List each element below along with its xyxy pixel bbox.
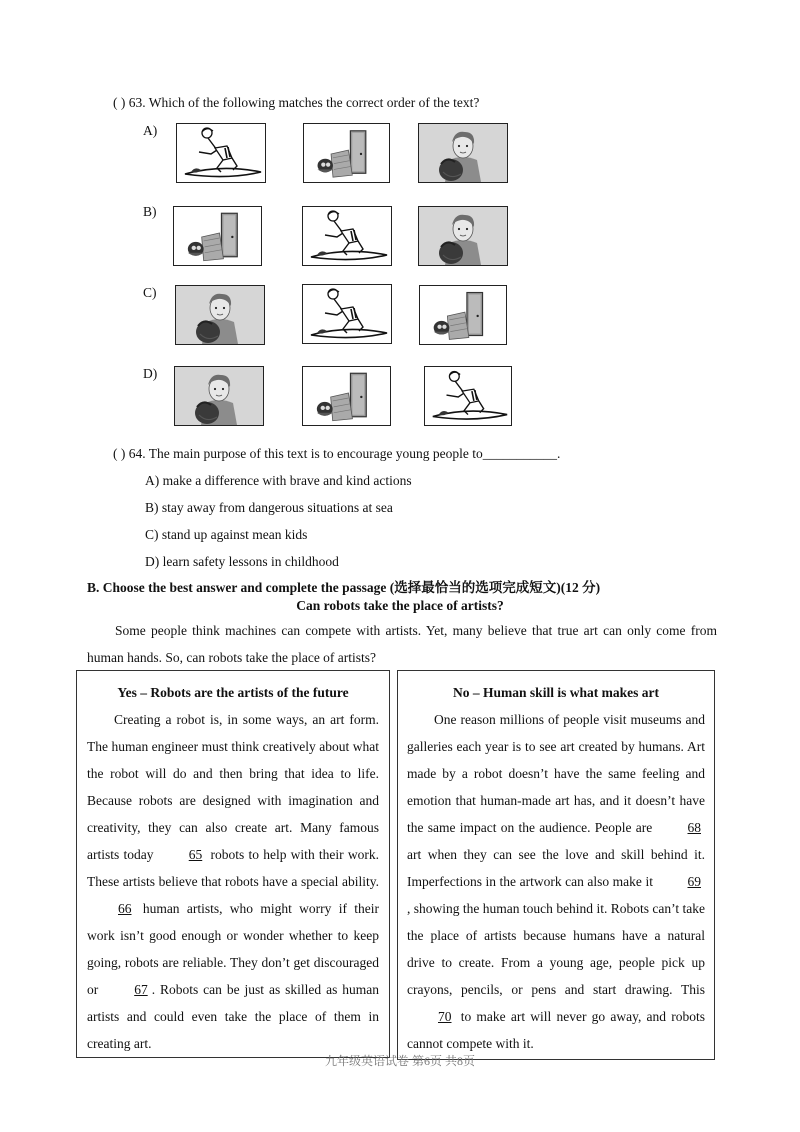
passage-intro: Some people think machines can compete with artists. Yet, many believe that true art can only come from human hands. So, can robots take the place of artists? (87, 623, 717, 665)
option-b-label: B) (143, 204, 157, 219)
boy-dog-icon (419, 207, 507, 265)
option-c-picture-1 (175, 285, 265, 345)
dog-door-icon (304, 124, 389, 182)
boy-dog-icon (175, 367, 263, 425)
dog-door-icon (420, 286, 506, 344)
no-argument-box (397, 670, 715, 1060)
q64-option-d: D) learn safety lessons in childhood (145, 554, 339, 569)
yes-argument-heading: Yes – Robots are the artists of the future (117, 685, 349, 700)
option-d-label: D) (143, 366, 158, 381)
blank-67[interactable]: 67 (134, 982, 148, 997)
no-text-part-2: art when they can see the love and skill behind it. Imperfections in the artwork can also make it (407, 847, 705, 889)
surfer-icon (303, 285, 391, 343)
no-argument-text (407, 706, 705, 1057)
blank-65[interactable]: 65 (188, 847, 203, 862)
yes-argument-text (87, 706, 379, 1057)
no-argument-heading: No – Human skill is what makes art (453, 685, 659, 700)
option-c-label: C) (143, 285, 157, 300)
blank-68[interactable]: 68 (687, 820, 701, 835)
section-b-heading: B. Choose the best answer and complete the passage (选择最恰当的选项完成短文)(12 分) (87, 580, 601, 595)
blank-66[interactable]: 66 (118, 901, 132, 916)
no-text-part-1: One reason millions of people visit museums and galleries each year is to see art created by humans. Art made by a robot doesn’t have the same feeling and emotion that human-made art has, and it doesn’t have the same impact on the audience. People are (407, 712, 705, 835)
boy-dog-icon (176, 286, 264, 344)
option-a-picture-3 (418, 123, 508, 183)
q64-option-a: A) make a difference with brave and kind actions (145, 473, 412, 488)
q64-option-b: B) stay away from dangerous situations at sea (145, 500, 393, 515)
question-63: ( ) 63. Which of the following matches the correct order of the text? (113, 95, 480, 110)
yes-text-part-4: . Robots can be just as skilled as human artists and could even take the place of them in creating art. (87, 982, 379, 1051)
no-text-part-3: , showing the human touch behind it. Robots can’t take the place of artists because humans have a natural drive to create. From a young age, people pick up crayons, pencils, or pens and start drawing. This (407, 901, 705, 997)
blank-70[interactable]: 70 (438, 1009, 452, 1024)
option-c-picture-2 (302, 284, 392, 344)
option-a-picture-2 (303, 123, 390, 183)
option-b-picture-1 (173, 206, 262, 266)
no-text-part-4: to make art will never go away, and robots cannot compete with it. (407, 1009, 705, 1051)
option-b-picture-2 (302, 206, 392, 266)
q64-option-c: C) stand up against mean kids (145, 527, 308, 542)
yes-text-part-1: Creating a robot is, in some ways, an art form. The human engineer must think creatively about what the robot will do and then bring that idea to life. Because robots are designed with imagination and creativity, they can also create art. Many famous artists today (87, 712, 379, 862)
dog-door-icon (174, 207, 261, 265)
yes-argument-box (76, 670, 390, 1058)
surfer-icon (425, 367, 511, 425)
option-a-label: A) (143, 123, 158, 138)
boy-dog-icon (419, 124, 507, 182)
option-b-picture-3 (418, 206, 508, 266)
blank-69[interactable]: 69 (687, 874, 701, 889)
option-d-picture-3 (424, 366, 512, 426)
option-c-picture-3 (419, 285, 507, 345)
question-64: ( ) 64. The main purpose of this text is to encourage young people to___________. (113, 446, 561, 461)
passage-title: Can robots take the place of artists? (296, 598, 504, 613)
option-a-picture-1 (176, 123, 266, 183)
yes-text-part-3: human artists, who might worry if their work isn’t good enough or wonder whether to keep going, robots are reliable. They don’t get discouraged or (87, 901, 380, 997)
surfer-icon (177, 124, 265, 182)
page-footer: 九年级英语试卷 第6页 共8页 (324, 1054, 475, 1068)
option-d-picture-1 (174, 366, 264, 426)
option-d-picture-2 (302, 366, 391, 426)
dog-door-icon (303, 367, 390, 425)
yes-text-part-2: robots to help with their work. These artists believe that robots have a special ability. (87, 847, 380, 889)
surfer-icon (303, 207, 391, 265)
